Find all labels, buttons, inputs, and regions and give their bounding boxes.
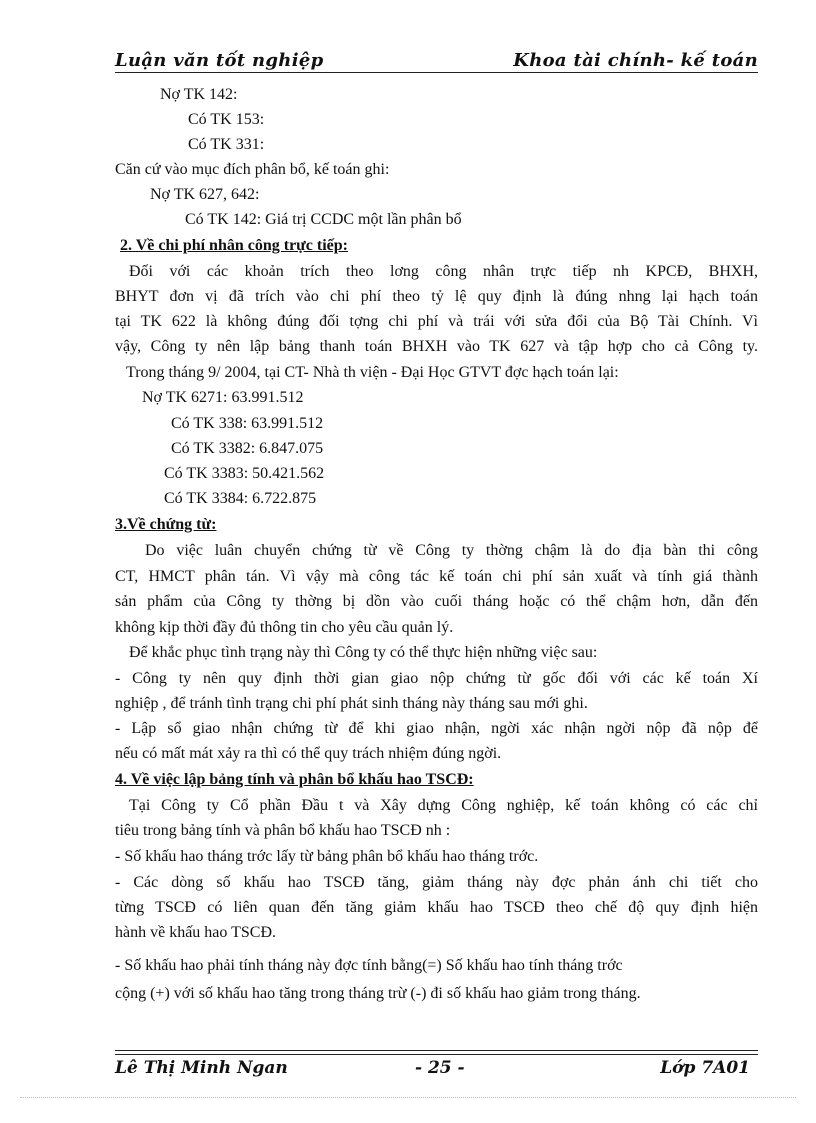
text-line: Có TK 153:	[188, 111, 265, 128]
text-line: sản phẩm của Công ty thờng bị dồn vào cuối tháng hoặc có thể chậm hơn, dẫn đến	[115, 593, 758, 610]
text-line: BHYT đơn vị đã trích vào chi phí theo tỷ lệ quy định là đúng nhng lại hạch toán	[115, 288, 758, 305]
text-line: - Lập sổ giao nhận chứng từ để khi giao nhận, ngời xác nhận ngời nộp đã nộp để	[115, 720, 758, 737]
text-line: từng TSCĐ có liên quan đến tăng giảm khấu hao TSCĐ theo chế độ quy định hiện	[115, 899, 758, 916]
text-line: Có TK 338: 63.991.512	[171, 415, 324, 432]
header-thesis-title: Luận văn tốt nghiệp	[115, 50, 324, 71]
text-line: nếu có mất mát xảy ra thì có thể quy trách nhiệm đúng ngời.	[115, 745, 502, 762]
footer-page-number: - 25 -	[415, 1058, 465, 1078]
section-heading: 4. Về việc lập bảng tính và phân bổ khấu hao TSCĐ:	[115, 771, 474, 788]
text-line: cộng (+) với số khấu hao tăng trong tháng trừ (-) đi số khấu hao giảm trong tháng.	[115, 985, 641, 1002]
text-line: tại TK 622 là không đúng đối tợng chi phí và trái với sửa đổi của Bộ Tài Chính. Vì	[115, 313, 758, 330]
text-line: Do việc luân chuyển chứng từ về Công ty thờng chậm là do địa bàn thi công	[145, 542, 758, 559]
text-line: Để khắc phục tình trạng này thì Công ty có thể thực hiện những việc sau:	[129, 644, 598, 661]
text-line: Nợ TK 142:	[160, 86, 238, 103]
section-heading: 2. Về chi phí nhân công trực tiếp:	[120, 237, 348, 254]
footer-rule	[115, 1050, 758, 1051]
page-bottom-dotted-line	[20, 1097, 796, 1098]
text-line: hành về khấu hao TSCĐ.	[115, 924, 277, 941]
text-line: nghiệp , để tránh tình trạng chi phí phát sinh tháng này tháng sau mới ghi.	[115, 695, 588, 712]
text-line: vậy, Công ty nên lập bảng thanh toán BHXH vào TK 627 và tập hợp cho cả Công ty.	[115, 338, 758, 355]
footer-author: Lê Thị Minh Ngan	[115, 1058, 288, 1078]
text-line: - Các dòng số khấu hao TSCĐ tăng, giảm tháng này đợc phản ánh chi tiết cho	[115, 874, 758, 891]
text-line: Có TK 3382: 6.847.075	[171, 440, 324, 457]
text-line: Căn cứ vào mục đích phân bổ, kế toán ghi:	[115, 161, 390, 178]
text-line: Nợ TK 6271: 63.991.512	[142, 389, 304, 406]
footer-class: Lớp 7A01	[660, 1058, 750, 1078]
text-line: - Số khấu hao tháng trớc lấy từ bảng phân bổ khấu hao tháng trớc.	[115, 848, 539, 865]
text-line: Có TK 331:	[188, 136, 265, 153]
header-rule	[115, 72, 758, 73]
text-line: Có TK 3383: 50.421.562	[164, 465, 325, 482]
text-line: CT, HMCT phân tán. Vì vậy mà công tác kế toán chi phí sản xuất và tính giá thành	[115, 568, 758, 585]
text-line: không kịp thời đầy đủ thông tin cho yêu cầu quản lý.	[115, 619, 454, 636]
footer-rule-double	[115, 1054, 758, 1055]
text-line: - Số khấu hao phải tính tháng này đợc tính bằng(=) Số khấu hao tính tháng trớc	[115, 957, 623, 974]
text-line: - Công ty nên quy định thời gian giao nộp chứng từ gốc đối với các kế toán Xí	[115, 670, 758, 687]
text-line: Trong tháng 9/ 2004, tại CT- Nhà th viện - Đại Học GTVT đợc hạch toán lại:	[126, 364, 619, 381]
text-line: Có TK 3384: 6.722.875	[164, 490, 317, 507]
page-header	[115, 48, 758, 78]
text-line: Có TK 142: Giá trị CCDC một lần phân bổ	[185, 211, 462, 228]
page-footer	[115, 1058, 758, 1080]
text-line: Đối với các khoản trích theo lơng công nhân trực tiếp nh KPCĐ, BHXH,	[129, 263, 758, 280]
header-faculty: Khoa tài chính- kế toán	[513, 50, 758, 71]
text-line: Tại Công ty Cổ phần Đầu t và Xây dựng Công nghiệp, kế toán không có các chỉ	[129, 797, 758, 814]
text-line: tiêu trong bảng tính và phân bổ khấu hao TSCĐ nh :	[115, 822, 451, 839]
text-line: Nợ TK 627, 642:	[150, 186, 260, 203]
section-heading: 3.Về chứng từ:	[115, 516, 217, 533]
